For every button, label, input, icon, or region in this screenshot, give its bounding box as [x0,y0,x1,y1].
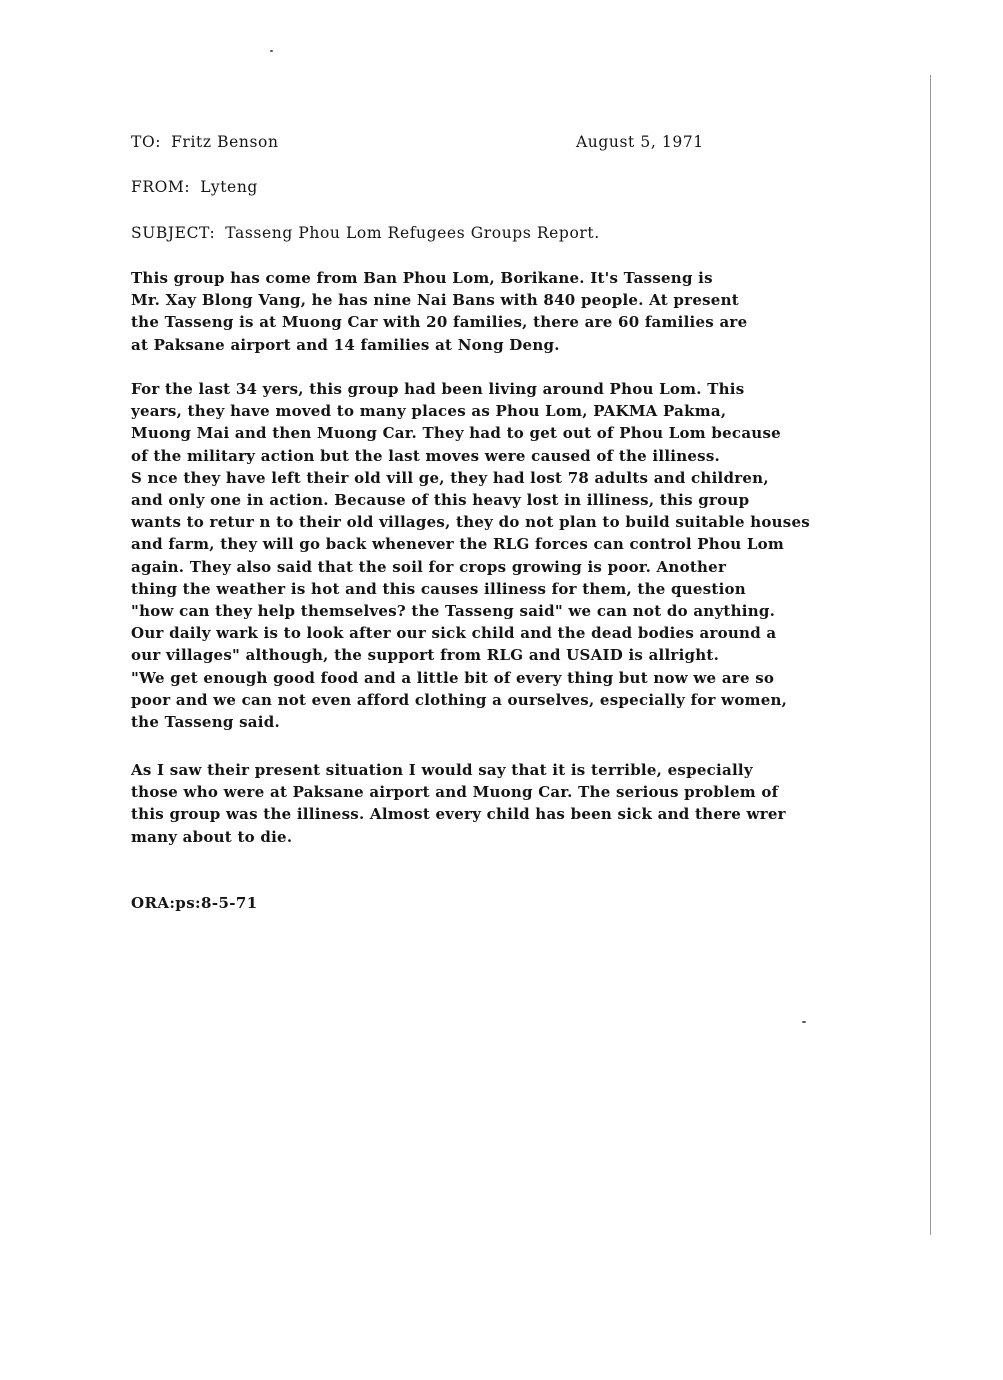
paragraph-line: years, they have moved to many places as Phou Lom, PAKMA Pakma, [131,402,727,421]
paragraph-line: Muong Mai and then Muong Car. They had to get out of Phou Lom because [131,424,781,443]
memo-date: August 5, 1971 [576,133,704,151]
memo-subject-line [131,224,600,242]
paragraph-line: "We get enough good food and a little bit of every thing but now we are so [131,668,775,687]
paragraph-line: Mr. Xay Blong Vang, he has nine Nai Bans with 840 people. At present [131,291,739,310]
paragraph-line: and farm, they will go back whenever the RLG forces can control Phou Lom [131,535,785,554]
from-label: FROM: [131,178,191,196]
memo-from-line [131,178,258,196]
memo-to-line [131,133,279,151]
paragraph-line: poor and we can not even afford clothing a ourselves, especially for women, [131,690,788,709]
page-edge-line [930,75,931,1235]
paragraph-2 [131,378,810,733]
reference-initials: ORA:ps:8-5-71 [131,894,258,912]
paragraph-line: thing the weather is hot and this causes illiness for them, the question [131,579,746,598]
paragraph-line: and only one in action. Because of this heavy lost in illiness, this group [131,491,750,510]
to-label: TO: [131,133,162,151]
subject-label: SUBJECT: [131,224,216,242]
paragraph-line: the Tasseng said. [131,713,280,732]
subject-value: Tasseng Phou Lom Refugees Groups Report. [225,224,600,242]
paragraph-line: As I saw their present situation I would say that it is terrible, especially [131,761,753,779]
paragraph-line: wants to retur n to their old villages, they do not plan to build suitable houses [131,513,810,532]
paragraph-line: For the last 34 yers, this group had been living around Phou Lom. This [131,380,745,398]
paragraph-line: again. They also said that the soil for crops growing is poor. Another [131,557,727,576]
paragraph-line: of the military action but the last moves were caused of the illiness. [131,446,721,465]
from-value: Lyteng [200,178,258,196]
paragraph-line: This group has come from Ban Phou Lom, Borikane. It's Tasseng is [131,269,713,287]
paragraph-line: those who were at Paksane airport and Muong Car. The serious problem of [131,783,779,802]
paragraph-line: our villages" although, the support from RLG and USAID is allright. [131,646,720,665]
paragraph-line: the Tasseng is at Muong Car with 20 families, there are 60 families are [131,313,748,332]
to-value: Fritz Benson [171,133,279,151]
paragraph-1 [131,267,747,356]
paragraph-line: many about to die. [131,827,293,846]
paragraph-line: Our daily wark is to look after our sick child and the dead bodies around a [131,624,777,643]
paragraph-line: S nce they have left their old vill ge, they had lost 78 adults and children, [131,468,769,487]
paragraph-line: at Paksane airport and 14 families at Nong Deng. [131,335,560,354]
scan-speck [270,50,273,52]
scan-speck [802,1021,806,1023]
paragraph-line: "how can they help themselves? the Tasseng said" we can not do anything. [131,602,776,621]
paragraph-3 [131,759,786,848]
paragraph-line: this group was the illiness. Almost every child has been sick and there wrer [131,805,786,824]
